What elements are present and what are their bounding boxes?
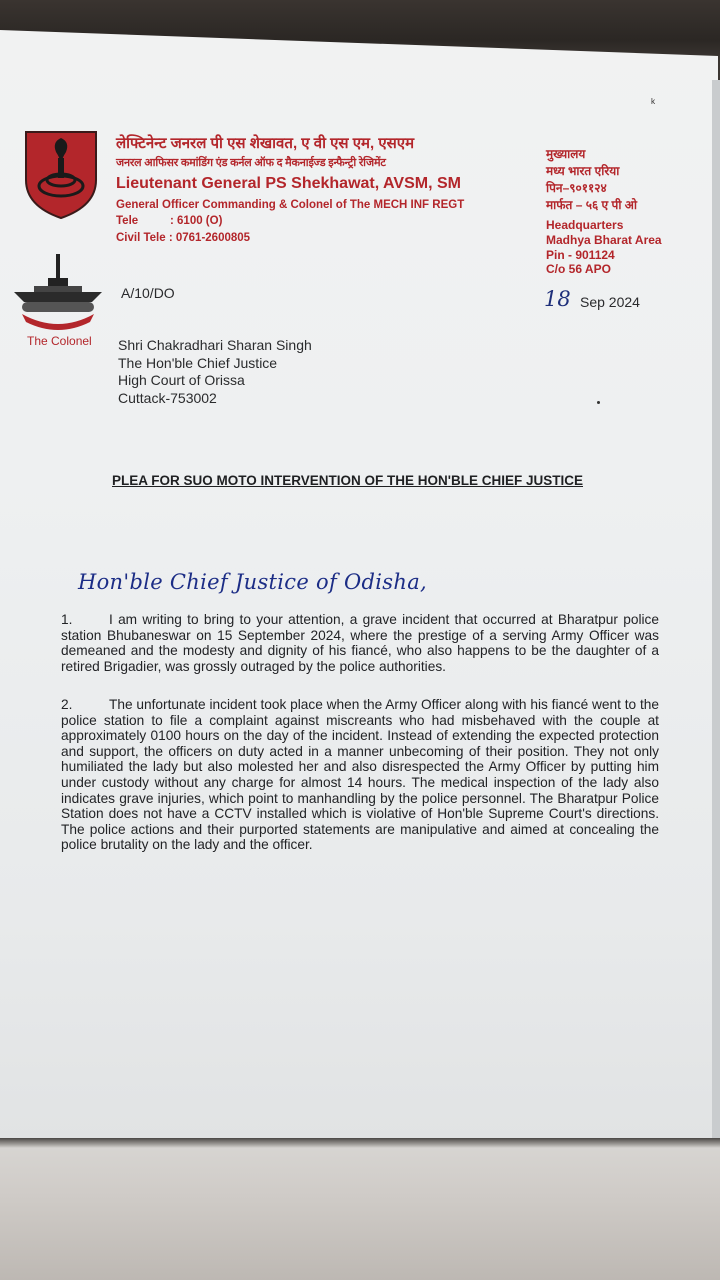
civil-tele: Civil Tele : 0761-2600805 <box>116 232 251 244</box>
hq-english-2: Madhya Bharat Area <box>546 233 662 247</box>
title-hindi: जनरल आफिसर कमांडिंग एंड कर्नल ऑफ द मैकनाईज्ड इन्फैन्ट्री रेजिमेंट <box>116 157 386 169</box>
reference-number: A/10/DO <box>121 285 175 301</box>
pen-mark: ᵏ <box>651 96 656 110</box>
hq-hindi-2: मध्य भारत एरिया <box>546 164 620 178</box>
hq-hindi-3: पिन–९०११२४ <box>546 181 607 195</box>
addressee-line: The Hon'ble Chief Justice <box>118 354 278 371</box>
addressee-line: High Court of Orissa <box>118 372 245 388</box>
regiment-crest-icon <box>22 128 100 222</box>
subject-heading: PLEA FOR SUO MOTO INTERVENTION OF THE HON'BLE CHIEF JUSTICE <box>112 473 583 488</box>
tele-value: : 6100 (O) <box>170 215 223 227</box>
paragraph-1 <box>61 612 659 674</box>
date-day-handwritten: 18 <box>544 287 571 311</box>
paragraph-2 <box>61 697 659 853</box>
paragraph-number: 1. <box>61 612 73 627</box>
addressee-line: Cuttack-753002 <box>118 389 217 406</box>
paragraph-text: I am writing to bring to your attention, a grave incident that occurred at Bharatpur police station Bhubaneswar on 15 September 2024, where the prestige of a serving Army Officer was demeaned and the modesty and dignity of his fiancé, who also happens to be the daughter of a retired Brigadier, was grossly outraged by the police authorities. <box>61 612 659 674</box>
table-surface <box>0 1140 720 1280</box>
hq-english-3: Pin - 901124 <box>546 248 615 262</box>
addressee-line: Shri Chakradhari Sharan Singh <box>118 337 312 353</box>
hq-english-1: Headquarters <box>546 218 624 232</box>
name-hindi: लेफ्टिनेन्ट जनरल पी एस शेखावत, ए वी एस एम, एसएम <box>116 135 415 152</box>
mech-inf-tank-emblem-icon <box>12 252 104 332</box>
date-month-year: Sep 2024 <box>580 294 640 310</box>
name-english: Lieutenant General PS Shekhawat, AVSM, SM <box>116 175 461 192</box>
paragraph-number: 2. <box>61 697 73 712</box>
paragraph-text: The unfortunate incident took place when the Army Officer along with his fiancé went to the police station to file a complaint against miscreants who had misbehaved with the couple at approximately 0100 hours on the day of the incident. Instead of extending the expected protection and support, the officers on duty acted in a manner unbecoming of their position. They not only humiliated the lady but also molested her and also disrespected the Army Officer by putting him under custody without any charge for almost 14 hours. The medical inspection of the lady also indicates grave injuries, which point to manhandling by the police personnel. The Bharatpur Police Station does not have a CCTV installed which is violative of Hon'ble Supreme Court's directions. The police actions and their purported statements are manipulative and aimed at concealing the police brutality on the lady and the officer. <box>61 697 659 853</box>
hq-hindi-1: मुख्यालय <box>546 147 586 161</box>
title-english: General Officer Commanding & Colonel of The MECH INF REGT <box>116 199 465 211</box>
page-stack-edge <box>712 80 720 1140</box>
page-edge-shadow <box>0 1138 720 1148</box>
ink-dot <box>597 401 600 404</box>
handwritten-salutation: Hon'ble Chief Justice of Odisha, <box>78 570 428 594</box>
colonel-label: The Colonel <box>27 334 92 348</box>
addressee-block <box>118 337 312 407</box>
tele-label: Tele <box>116 215 139 227</box>
hq-hindi-4: मार्फत – ५६ ए पी ओ <box>546 198 638 212</box>
hq-english-4: C/o 56 APO <box>546 262 611 276</box>
